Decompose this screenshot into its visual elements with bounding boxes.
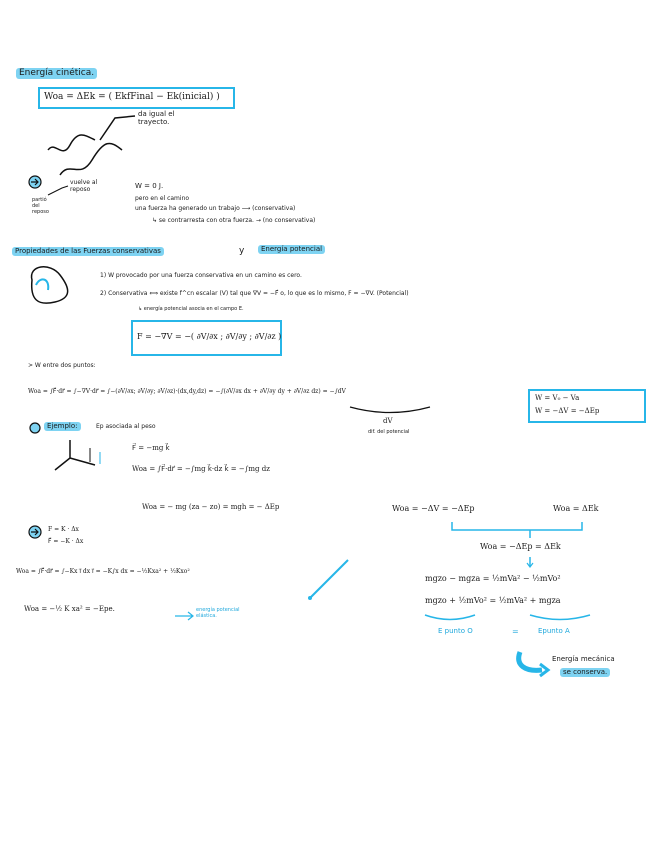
spring-force-2: F⃗ = −K · Δx [48, 538, 84, 545]
trajectory-curve [48, 135, 95, 151]
potential-work-relation: Woa = −ΔV = −ΔEp [392, 504, 475, 513]
kinetic-work-formula: Woa = ΔEk = ( EkfFinal − Ek(inicial) ) [44, 92, 220, 102]
weight-work-result: Woa = − mg (za − zo) = mgh = − ΔEp [142, 503, 280, 511]
conclusion-line-2: se conserva. [560, 668, 610, 677]
spring-work-integral: Woa = ∫F⃗·dr⃗ = ∫−Kx i⃗ dx i⃗ = −K∫x dx = −½Kxa² + ½Kxo² [16, 568, 190, 575]
energy-equation-2: mgzo + ½mVo² = ½mVa² + mgza [425, 596, 561, 605]
energy-equation-1: mgzo − mgza = ½mVa² − ½mVo² [425, 574, 561, 583]
combined-relation: Woa = −ΔEp = ΔEk [480, 542, 561, 551]
work-result-1: W = V₀ − Va [535, 394, 580, 402]
pointer-line [48, 186, 68, 195]
spring-force-1: F = K · Δx [48, 526, 79, 533]
heading-kinetic-energy: Energía cinética. [16, 68, 97, 79]
axes-sketch [55, 440, 95, 470]
work-result-2: W = −ΔV = −ΔEp [535, 407, 600, 415]
heading-potential-energy: Energía potencial [258, 245, 325, 254]
join-bracket [452, 522, 582, 530]
kinetic-work-relation: Woa = ΔEk [553, 504, 599, 513]
weight-work-integral: Woa = ∫F⃗·dr⃗ = −∫mg k⃗·dz k⃗ = −∫mg dz [132, 465, 270, 473]
equals-sign: = [512, 627, 519, 636]
property-1: 1) W provocado por una fuerza conservativa en un camino es cero. [100, 272, 302, 279]
start-rest-note: partió del reposo [32, 197, 49, 215]
zero-work-text: W = 0 J. [135, 182, 164, 190]
energy-point-a: Epunto A [538, 627, 570, 635]
trajectory-curve [60, 143, 122, 175]
trajectory-note: da igual el trayecto. [138, 110, 175, 127]
strike-line [310, 560, 348, 598]
note-line-3: ↳ se contrarresta con otra fuerza. → (no conservativa) [152, 217, 316, 224]
energy-point-o: E punto O [438, 627, 473, 635]
note-line-2: una fuerza ha generado un trabajo ⟶ (conservativa) [135, 205, 296, 212]
example-note: Ep asociada al peso [96, 423, 156, 430]
example-label: Ejemplo: [44, 422, 81, 431]
curved-arrow-icon [519, 652, 542, 670]
return-rest-note: vuelve al reposo [70, 179, 98, 193]
trajectory-arrow [100, 116, 135, 140]
arrow-circle-icon [30, 423, 40, 433]
gradient-formula: F = −∇V = −( ∂V/∂x ; ∂V/∂y ; ∂V/∂z ) [137, 332, 282, 341]
spring-energy-note: energía potencial elástica. [196, 607, 240, 619]
note-line-1: pero en el camino [135, 195, 190, 202]
conclusion-line-1: Energía mecánica [552, 655, 615, 663]
property-2-note: ↳ energía potencial asocia en el campo E. [138, 306, 244, 312]
heading-and: y [239, 246, 245, 256]
dv-note: dif. del potencial [368, 429, 410, 435]
weight-force: F⃗ = −mg k⃗ [132, 444, 170, 452]
spring-work-result: Woa = −½ K xa² = −Epe. [24, 605, 115, 613]
work-between-points-label: > W entre dos puntos: [28, 362, 96, 369]
property-2: 2) Conservativa ⟺ existe f^cn escalar (V) tal que ∇V = −F⃗ o, lo que es lo mismo, F = −∇V. (Potencial) [100, 290, 409, 297]
dv-label: dV [383, 417, 393, 425]
heading-conservative-forces: Propiedades de las Fuerzas conservativas [12, 247, 164, 256]
work-integral-chain: Woa = ∫F⃗·dr⃗ = ∫−∇V·dr⃗ = ∫−(∂V/∂x; ∂V/∂y; ∂V/∂z)·(dx,dy,dz) = −∫(∂V/∂x dx + ∂V/∂y dy + ∂V/∂z dz) = −∫dV [28, 388, 346, 395]
